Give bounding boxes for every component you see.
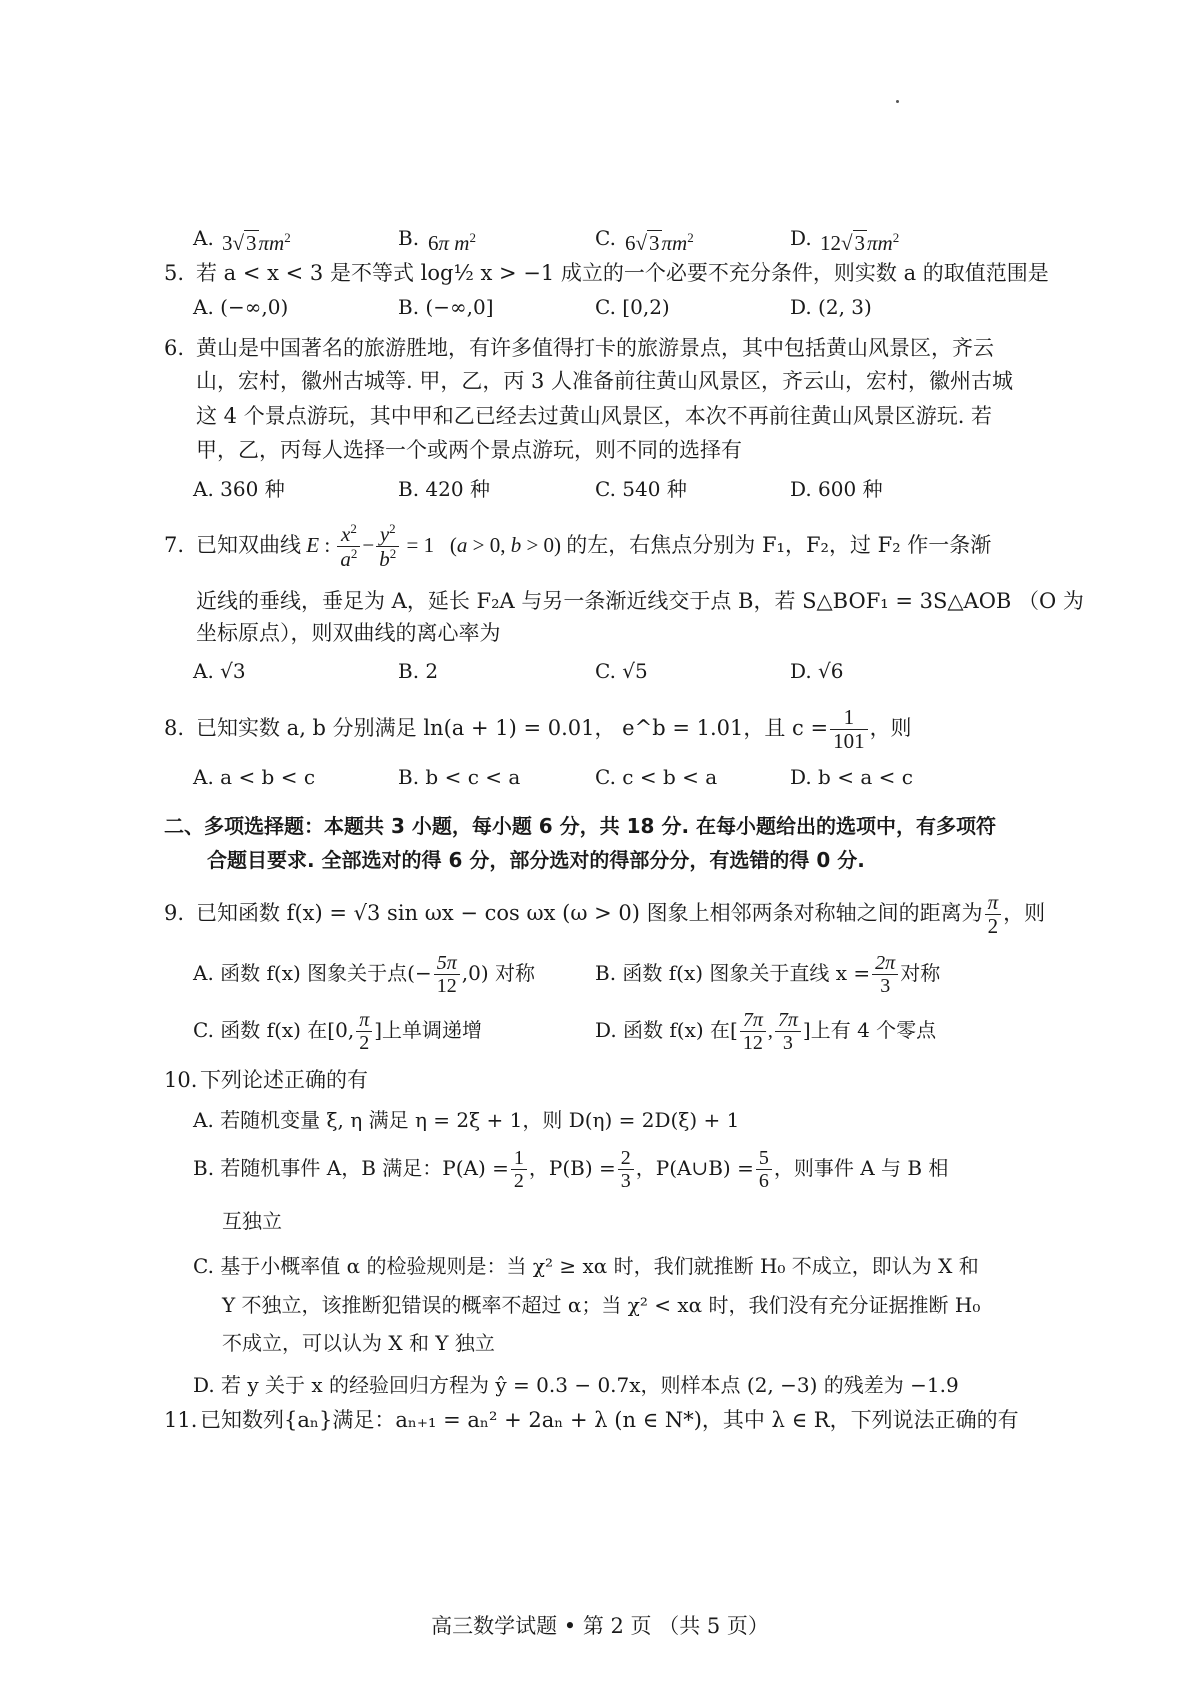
q4-option-d-value: $12√3\pi m^2$ [820,230,900,255]
q8-option-c: C. c < b < a [595,765,718,789]
q10-text: 下列论述正确的有 [200,1068,368,1092]
q9-option-c-frac [356,1009,372,1054]
q10-option-c-line-2: Y 不独立，该推断犯错误的概率不超过 α；当 χ² < xα 时，我们没有充分证据推断 H₀ [222,1293,981,1317]
q9-option-a [193,945,535,1001]
q9-option-d: D. 函数 f(x) 在[ $\frac{7\pi}{12}$ , $\frac{7\pi}{3}$ ]上有 4 个零点 [595,1009,937,1054]
q5-option-c: C. [0,2) [595,295,670,319]
q10-option-b-post: ，则事件 A 与 B 相 [773,1156,949,1180]
q9-option-c-num: π [356,1009,372,1032]
q9-stem [0,885,1200,941]
q11-stem [0,1400,1200,1440]
q4-option-c-label: C. [595,226,616,250]
q10-option-a-row [0,1100,1200,1140]
q9-frac [985,891,1002,938]
q5-option-b: B. (−∞,0] [398,295,494,319]
q8-option-a: A. a < b < c [193,765,316,789]
q9-option-b [595,945,940,1001]
q10-option-b-mid-1: ，P(B) = [528,1156,616,1180]
q9-option-d-num-1: 7π [740,1009,766,1032]
q7-text-3: 坐标原点），则双曲线的离心率为 [196,621,501,645]
q9-option-d-den-2: 3 [782,1032,793,1054]
q9-option-a-frac [434,952,460,997]
q10-option-b-row [0,1140,1200,1196]
q8-frac-den: 101 [833,729,865,753]
q10-option-c-line-3: 不成立，可以认为 X 和 Y 独立 [222,1331,495,1355]
q7-text-1-pre: 已知双曲线 [196,533,301,557]
q9-option-d-frac-2 [775,1009,801,1054]
q9-option-d-num-2: 7π [775,1009,801,1032]
q9-option-b-post: 对称 [900,961,941,985]
q9-option-c [193,1002,482,1058]
q10-option-c-row-3 [0,1323,1200,1363]
q7-line-1 [0,517,1200,573]
q4-options-row [0,218,1200,258]
q5-text: 若 a < x < 3 是不等式 log½ x > −1 成立的一个必要不充分条件，则实数 a 的取值范围是 [196,261,1049,285]
q6-number: 6. [164,336,185,360]
q5-option-d: D. (2, 3) [790,295,872,319]
q7-text-2: 近线的垂线，垂足为 A，延长 F₂A 与另一条渐近线交于点 B，若 S△BOF₁ = 3S△AOB （O 为 [196,589,1084,613]
q6-option-d: D. 600 种 [790,477,883,501]
q6-text-4: 甲，乙，丙每人选择一个或两个景点游玩，则不同的选择有 [196,438,742,462]
q10-frac-3-num: 5 [756,1147,772,1170]
q6-text-3: 这 4 个景点游玩，其中甲和乙已经去过黄山风景区，本次不再前往黄山风景区游玩. 若 [196,404,993,428]
page-footer: 高三数学试题 • 第 2 页 （共 5 页） [431,1614,769,1638]
q10-frac-3-den: 6 [758,1170,769,1192]
q6-text-1: 黄山是中国著名的旅游胜地，有许多值得打卡的旅游景点，其中包括黄山风景区，齐云 [196,336,994,360]
q7-option-d: D. √6 [790,659,844,683]
q7-options [0,651,1200,691]
q6-text-2: 山，宏村，徽州古城等. 甲，乙，丙 3 人准备前往黄山风景区，齐云山，宏村，徽州古城 [196,369,1014,393]
q9-option-a-pre: A. 函数 f(x) 图象关于点(− [193,961,432,985]
q9-option-a-num: 5π [434,952,460,975]
q10-frac-1 [511,1147,527,1192]
q10-stem [0,1060,1200,1100]
q9-option-b-num: 2π [872,952,898,975]
q7-line-3 [0,613,1200,653]
q8-text [196,700,912,756]
q7-number: 7. [164,533,185,557]
q4-option-d-label: D. [790,226,812,250]
q6-options [0,469,1200,509]
q4-option-b-label: B. [398,226,420,250]
q10-frac-2-den: 3 [620,1170,631,1192]
q10-option-b-mid-2: ，P(A∪B) = [635,1156,754,1180]
q8-text-post: ，则 [869,716,912,740]
scan-speck [896,100,899,103]
q8-number: 8. [164,716,185,740]
q7-option-b: B. 2 [398,659,439,683]
q9-text-end: ，则 [1003,901,1046,925]
q10-frac-2 [618,1147,634,1192]
q10-option-b [193,1140,948,1196]
q10-option-b-line-2: 互独立 [222,1209,282,1233]
q9-option-d-den-1: 12 [742,1032,763,1054]
q9-options-cd [0,1002,1200,1058]
q8-option-d: D. b < a < c [790,765,913,789]
q8-text-pre: 已知实数 a, b 分别满足 ln(a + 1) = 0.01， e^b = 1.01，且 c = [196,716,829,740]
q9-option-a-den: 12 [436,975,457,997]
q9-option-b-frac [872,952,898,997]
q6-line-2 [0,361,1200,401]
q5-number: 5. [164,261,185,285]
q9-number: 9. [164,901,185,925]
q7-frac-y: $\frac{y^2}{b^2}$ [376,522,399,571]
q10-option-c-row-2 [0,1285,1200,1325]
q9-text [196,885,1045,941]
q9-option-a-post: ,0) 对称 [461,961,536,985]
q8-options [0,757,1200,797]
q10-frac-1-den: 2 [513,1170,524,1192]
q11-number: 11. [164,1408,198,1432]
q9-option-c-pre: C. 函数 f(x) 在[0, [193,1018,355,1042]
q8-stem [0,700,1200,756]
q10-option-b-pre: B. 若随机事件 A，B 满足：P(A) = [193,1156,509,1180]
section2-text-2: 合题目要求. 全部选对的得 6 分，部分选对的得部分分，有选错的得 0 分. [207,848,865,872]
q9-option-d-post: ]上有 4 个零点 [802,1018,937,1042]
section2-text-1: 二、多项选择题：本题共 3 小题，每小题 6 分，共 18 分. 在每小题给出的选项中，有多项符 [164,814,997,838]
q10-option-b-row-2 [0,1201,1200,1241]
q10-option-c-line-1: C. 基于小概率值 α 的检验规则是：当 χ² ≥ xα 时，我们就推断 H₀ 不成立，即认为 X 和 [193,1254,979,1278]
q10-option-d: D. 若 y 关于 x 的经验回归方程为 ŷ = 0.3 − 0.7x，则样本点 (2, −3) 的残差为 −1.9 [193,1373,959,1397]
q4-option-a-value: $3√3\pi m^2$ [222,230,291,255]
q6-line-4 [0,430,1200,470]
q9-frac-num: π [985,891,1002,915]
q9-option-b-den: 3 [880,975,891,997]
q6-option-b: B. 420 种 [398,477,490,501]
q9-option-c-den: 2 [359,1032,370,1054]
q7-option-a: A. √3 [193,659,246,683]
q7-text-1-post: 的左，右焦点分别为 F₁，F₂，过 F₂ 作一条渐 [566,533,992,557]
q10-option-a: A. 若随机变量 ξ, η 满足 η = 2ξ + 1，则 D(η) = 2D(ξ) + 1 [193,1108,740,1132]
q10-frac-1-num: 1 [511,1147,527,1170]
q4-option-a-label: A. [193,226,214,250]
q10-frac-2-num: 2 [618,1147,634,1170]
q8-frac-c [830,706,868,753]
q9-option-b-pre: B. 函数 f(x) 图象关于直线 x = [595,961,871,985]
q4-option-c-value: $6√3\pi m^2$ [625,230,694,255]
section2-heading-2 [0,840,1200,880]
q9-text-main: 已知函数 f(x) = √3 sin ωx − cos ωx (ω > 0) 图象上相邻两条对称轴之间的距离为 [196,901,983,925]
q11-text: 已知数列{aₙ}满足：aₙ₊₁ = aₙ² + 2aₙ + λ (n ∈ N*)，其中 λ ∈ R，下列说法正确的有 [200,1408,1019,1432]
q9-frac-den: 2 [987,914,999,938]
q10-option-c-row-1 [0,1246,1200,1286]
q9-options-ab [0,945,1200,1001]
q9-option-d-frac-1 [740,1009,766,1054]
q9-option-d-pre: D. 函数 f(x) 在[ [595,1018,738,1042]
q5-options [0,287,1200,327]
q8-frac-num: 1 [830,706,868,730]
q4-option-b-value: 6π $m^2$ [428,230,476,255]
q5-option-a: A. (−∞,0) [193,295,289,319]
q7-option-c: C. √5 [595,659,648,683]
q10-option-d-row [0,1365,1200,1405]
q6-option-c: C. 540 种 [595,477,687,501]
q7-text-1: 已知双曲线 E : $\frac{x^2}{a^2}$ − $\frac{y^2}{b^2}$ = 1 (a > 0, b > 0) 的左，右焦点分别为 F₁，F₂，过 F₂ 作一条渐 [196,520,992,571]
q9-option-c-post: ]上单调递增 [374,1018,483,1042]
q6-option-a: A. 360 种 [193,477,285,501]
q10-frac-3 [756,1147,772,1192]
q7-frac-x: $\frac{x^2}{a^2}$ [337,522,360,571]
q10-number: 10. [164,1068,198,1092]
q8-option-b: B. b < c < a [398,765,521,789]
